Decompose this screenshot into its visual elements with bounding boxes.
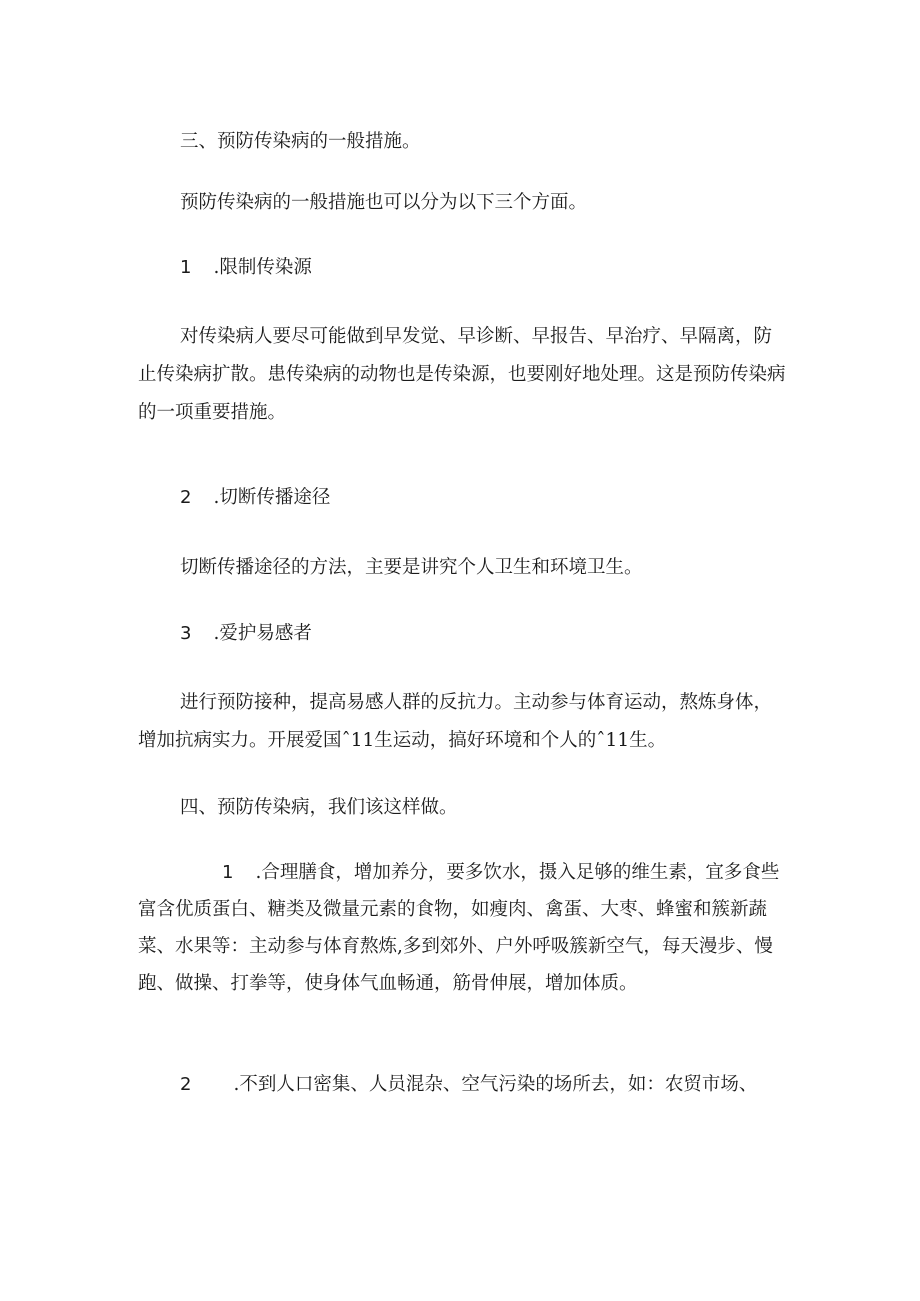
item-heading-cut-route — [180, 479, 780, 517]
item-heading-protect-susceptible — [180, 615, 780, 653]
paragraph-avoid-crowds — [180, 1066, 780, 1104]
item-text: .合理膳食，增加养分，要多饮水，摄入足够的维生素，宜多食些富含优质蛋白、糖类及微量元素的食物，如瘦肉、禽蛋、大枣、蜂蜜和簇新蔬菜、水果等：主动参与体育熬炼,多到郊外、户外呼吸簇新空气，每天漫步、慢跑、做操、打拳等，使身体气血畅通，筋骨伸展，增加体质。 — [138, 862, 780, 994]
paragraph-intro: 预防传染病的一般措施也可以分为以下三个方面。 — [180, 192, 588, 213]
paragraph-protect-susceptible: 进行预防接种，提高易感人群的反抗力。主动参与体育运动，熬炼身体，增加抗病实力。开展爱国ˆ11生运动，搞好环境和个人的ˆ11生。 — [138, 692, 773, 751]
item-title: .限制传染源 — [213, 257, 312, 278]
section-heading-three: 三、预防传染病的一般措施。 — [180, 131, 421, 152]
item-number: 2 — [180, 487, 192, 508]
item-number: 2 — [180, 1074, 192, 1095]
item-title: .切断传播途径 — [213, 487, 331, 508]
item-number: 1 — [180, 257, 192, 278]
item-number: 3 — [180, 623, 192, 644]
paragraph-diet-exercise — [138, 854, 786, 1002]
item-title: .爱护易感者 — [213, 623, 312, 644]
item-number: 1 — [222, 862, 234, 883]
item-heading-limit-source — [180, 249, 780, 287]
paragraph-limit-source: 对传染病人要尽可能做到早发觉、早诊断、早报告、早治疗、早隔离，防止传染病扩散。患传染病的动物也是传染源，也要刚好地处理。这是预防传染病的一项重要措施。 — [138, 326, 786, 423]
paragraph-cut-route: 切断传播途径的方法，主要是讲究个人卫生和环境卫生。 — [180, 557, 643, 578]
item-text: .不到人口密集、人员混杂、空气污染的场所去，如：农贸市场、 — [233, 1074, 758, 1095]
section-heading-four: 四、预防传染病，我们该这样做。 — [180, 797, 458, 818]
